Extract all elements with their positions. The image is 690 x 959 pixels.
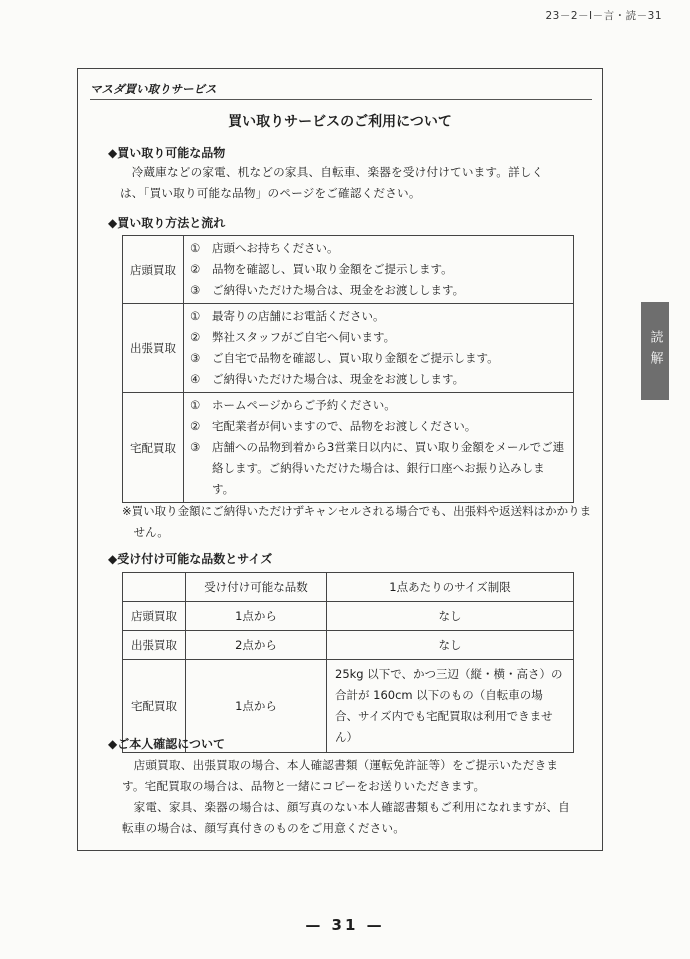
size-table	[122, 572, 574, 753]
method-steps	[184, 393, 574, 503]
identity-paragraphs	[122, 755, 574, 839]
item-count: 2点から	[186, 631, 327, 660]
method-name: 店頭買取	[123, 236, 184, 304]
column-header: 受け付け可能な品数	[186, 573, 327, 602]
method-name: 店頭買取	[123, 602, 186, 631]
method-name: 出張買取	[123, 304, 184, 393]
side-tab-reading: 読解	[641, 302, 669, 400]
step-item: ① 最寄りの店舗にお電話ください。	[190, 309, 385, 323]
step-item: ③ ご納得いただけた場合は、現金をお渡しします。	[190, 283, 465, 297]
method-steps	[184, 304, 574, 393]
step-item: ④ ご納得いただけた場合は、現金をお渡しします。	[190, 372, 465, 386]
items-paragraph	[120, 162, 570, 204]
section-heading-identity: ◆ご本人確認について	[108, 737, 225, 751]
cancel-note: ※買い取り金額にご納得いただけずキャンセルされる場合でも、出張料や返送料はかかりません。	[122, 504, 592, 539]
column-header: 1点あたりのサイズ制限	[327, 573, 574, 602]
page-number: — 31 —	[305, 916, 385, 934]
method-name: 宅配買取	[123, 393, 184, 503]
page-code: 23－2－Ⅰ－言・読－31	[545, 10, 662, 22]
identity-paragraph: 家電、家具、楽器の場合は、顔写真のない本人確認書類もご利用になれますが、自転車の場合は、顔写真付きのものをご用意ください。	[122, 800, 570, 835]
table-row	[123, 393, 574, 503]
table-row	[123, 304, 574, 393]
items-line: 冷蔵庫などの家電、机などの家具、自転車、楽器を受け付けています。詳しく	[131, 165, 544, 179]
step-item: ② 品物を確認し、買い取り金額をご提示します。	[190, 262, 453, 276]
item-count: 1点から	[186, 660, 327, 753]
table-header-row	[123, 573, 574, 602]
step-item: ③ 店舗への品物到着から3営業日以内に、買い取り金額をメールでご連絡します。ご納得いただけた場合は、銀行口座へお振り込みします。	[190, 440, 565, 496]
section-heading-methods: ◆買い取り方法と流れ	[108, 216, 226, 230]
step-item: ② 宅配業者が伺いますので、品物をお渡しください。	[190, 419, 477, 433]
identity-paragraph: 店頭買取、出張買取の場合、本人確認書類（運転免許証等）をご提示いただきます。宅配買取の場合は、品物と一緒にコピーをお送りいただきます。	[122, 758, 559, 793]
brand-divider	[90, 99, 592, 100]
method-table	[122, 235, 574, 503]
method-name: 出張買取	[123, 631, 186, 660]
step-item: ③ ご自宅で品物を確認し、買い取り金額をご提示します。	[190, 351, 499, 365]
step-item: ① ホームページからご予約ください。	[190, 398, 396, 412]
method-name: 宅配買取	[123, 660, 186, 753]
items-line: は、「買い取り可能な品物」のページをご確認ください。	[120, 186, 421, 200]
size-limit: 25kg 以下で、かつ三辺（縦・横・高さ）の合計が 160cm 以下のもの（自転車の場合、サイズ内でも宅配買取は利用できません）	[327, 660, 574, 753]
size-limit: なし	[327, 631, 574, 660]
method-steps	[184, 236, 574, 304]
column-header	[123, 573, 186, 602]
table-row	[123, 602, 574, 631]
item-count: 1点から	[186, 602, 327, 631]
table-row	[123, 236, 574, 304]
step-item: ① 店頭へお持ちください。	[190, 241, 339, 255]
page-title: 買い取りサービスのご利用について	[228, 114, 452, 130]
step-item: ② 弊社スタッフがご自宅へ伺います。	[190, 330, 396, 344]
section-heading-sizes: ◆受け付け可能な品数とサイズ	[108, 552, 273, 566]
content-frame	[77, 68, 603, 851]
size-limit: なし	[327, 602, 574, 631]
table-row	[123, 631, 574, 660]
brand-label: マスダ買い取りサービス	[90, 81, 235, 100]
section-heading-items: ◆買い取り可能な品物	[108, 146, 226, 160]
